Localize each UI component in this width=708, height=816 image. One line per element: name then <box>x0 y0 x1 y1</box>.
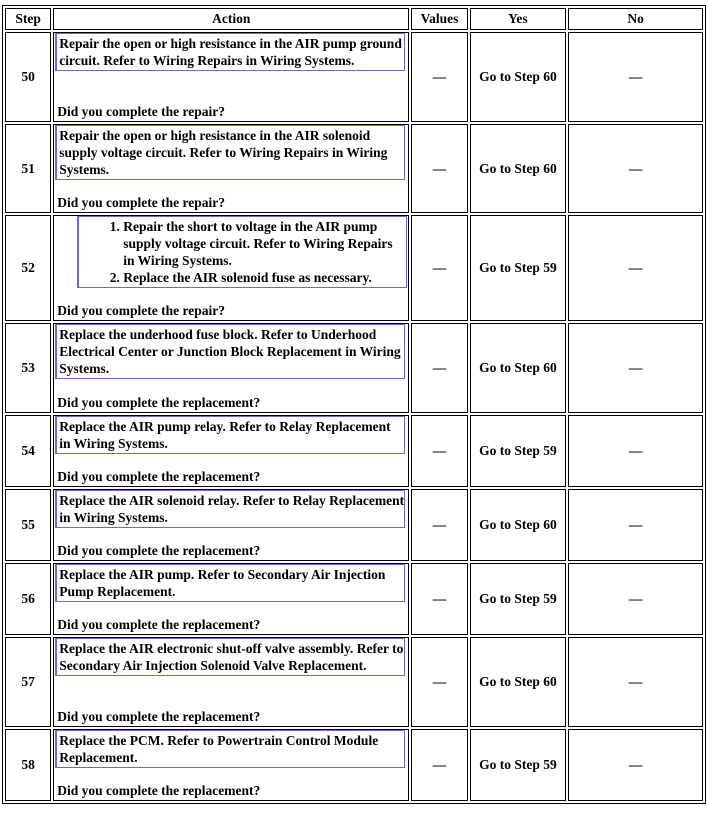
values-cell: — <box>411 415 467 487</box>
question-text: Did you complete the replacement? <box>57 617 261 632</box>
yes-cell: Go to Step 59 <box>470 415 567 487</box>
instruction-list-item: 1. Repair the short to voltage in the AIR pump supply voltage circuit. Refer to Wiring Repairs in Wiring Systems. <box>123 218 406 269</box>
step-number: 52 <box>5 215 51 321</box>
yes-cell: Go to Step 60 <box>470 489 567 561</box>
no-cell: — <box>568 415 703 487</box>
no-cell: — <box>568 124 703 213</box>
instruction-list-item: 2. Replace the AIR solenoid fuse as necessary. <box>123 269 406 286</box>
no-cell: — <box>568 729 703 801</box>
action-cell <box>53 415 409 487</box>
table-row <box>5 215 703 321</box>
header-row <box>5 8 703 30</box>
values-cell: — <box>411 637 467 727</box>
header-step: Step <box>5 8 51 30</box>
step-number: 58 <box>5 729 51 801</box>
action-cell <box>53 323 409 413</box>
values-cell: — <box>411 124 467 213</box>
no-cell: — <box>568 637 703 727</box>
action-cell <box>53 729 409 801</box>
header-action: Action <box>53 8 409 30</box>
header-values: Values <box>411 8 467 30</box>
no-cell: — <box>568 32 703 122</box>
action-cell <box>53 215 409 321</box>
values-cell: — <box>411 32 467 122</box>
yes-cell: Go to Step 59 <box>470 215 567 321</box>
action-cell <box>53 489 409 561</box>
instruction-text: Replace the AIR pump. Refer to Secondary Air Injection Pump Replacement. <box>55 564 405 602</box>
values-cell: — <box>411 489 467 561</box>
question-text: Did you complete the replacement? <box>57 783 261 798</box>
table-row <box>5 729 703 801</box>
header-no: No <box>568 8 703 30</box>
question-text: Did you complete the repair? <box>57 104 225 119</box>
no-cell: — <box>568 323 703 413</box>
step-number: 55 <box>5 489 51 561</box>
step-number: 57 <box>5 637 51 727</box>
yes-cell: Go to Step 59 <box>470 563 567 635</box>
diagnostic-steps-table <box>2 5 706 804</box>
action-cell <box>53 563 409 635</box>
instruction-text: Repair the open or high resistance in the AIR pump ground circuit. Refer to Wiring Repairs in Wiring Systems. <box>55 33 405 71</box>
step-number: 51 <box>5 124 51 213</box>
question-text: Did you complete the replacement? <box>57 469 261 484</box>
question-text: Did you complete the replacement? <box>57 709 261 724</box>
yes-cell: Go to Step 60 <box>470 323 567 413</box>
no-cell: — <box>568 563 703 635</box>
values-cell: — <box>411 729 467 801</box>
instruction-text: Replace the PCM. Refer to Powertrain Control Module Replacement. <box>55 730 405 768</box>
no-cell: — <box>568 215 703 321</box>
instruction-text: Replace the AIR solenoid relay. Refer to Relay Replacement in Wiring Systems. <box>55 490 405 528</box>
yes-cell: Go to Step 60 <box>470 124 567 213</box>
values-cell: — <box>411 563 467 635</box>
question-text: Did you complete the repair? <box>57 195 225 210</box>
table-row <box>5 563 703 635</box>
table-row <box>5 637 703 727</box>
instruction-text: Replace the AIR electronic shut-off valve assembly. Refer to Secondary Air Injection Solenoid Valve Replacement. <box>55 638 405 676</box>
header-yes: Yes <box>470 8 567 30</box>
action-cell <box>53 124 409 213</box>
instruction-list <box>77 216 407 288</box>
table-row <box>5 489 703 561</box>
question-text: Did you complete the replacement? <box>57 543 261 558</box>
action-cell <box>53 32 409 122</box>
table-row <box>5 323 703 413</box>
step-number: 50 <box>5 32 51 122</box>
yes-cell: Go to Step 60 <box>470 637 567 727</box>
yes-cell: Go to Step 59 <box>470 729 567 801</box>
values-cell: — <box>411 323 467 413</box>
table-row <box>5 415 703 487</box>
yes-cell: Go to Step 60 <box>470 32 567 122</box>
instruction-text: Repair the open or high resistance in the AIR solenoid supply voltage circuit. Refer to Wiring Repairs in Wiring Systems. <box>55 125 405 180</box>
no-cell: — <box>568 489 703 561</box>
instruction-text: Replace the underhood fuse block. Refer to Underhood Electrical Center or Junction Block Replacement in Wiring Systems. <box>55 324 405 379</box>
step-number: 54 <box>5 415 51 487</box>
table-row <box>5 32 703 122</box>
action-cell <box>53 637 409 727</box>
values-cell: — <box>411 215 467 321</box>
instruction-text: Replace the AIR pump relay. Refer to Relay Replacement in Wiring Systems. <box>55 416 405 454</box>
question-text: Did you complete the replacement? <box>57 395 261 410</box>
question-text: Did you complete the repair? <box>57 303 225 318</box>
step-number: 53 <box>5 323 51 413</box>
table-row <box>5 124 703 213</box>
step-number: 56 <box>5 563 51 635</box>
